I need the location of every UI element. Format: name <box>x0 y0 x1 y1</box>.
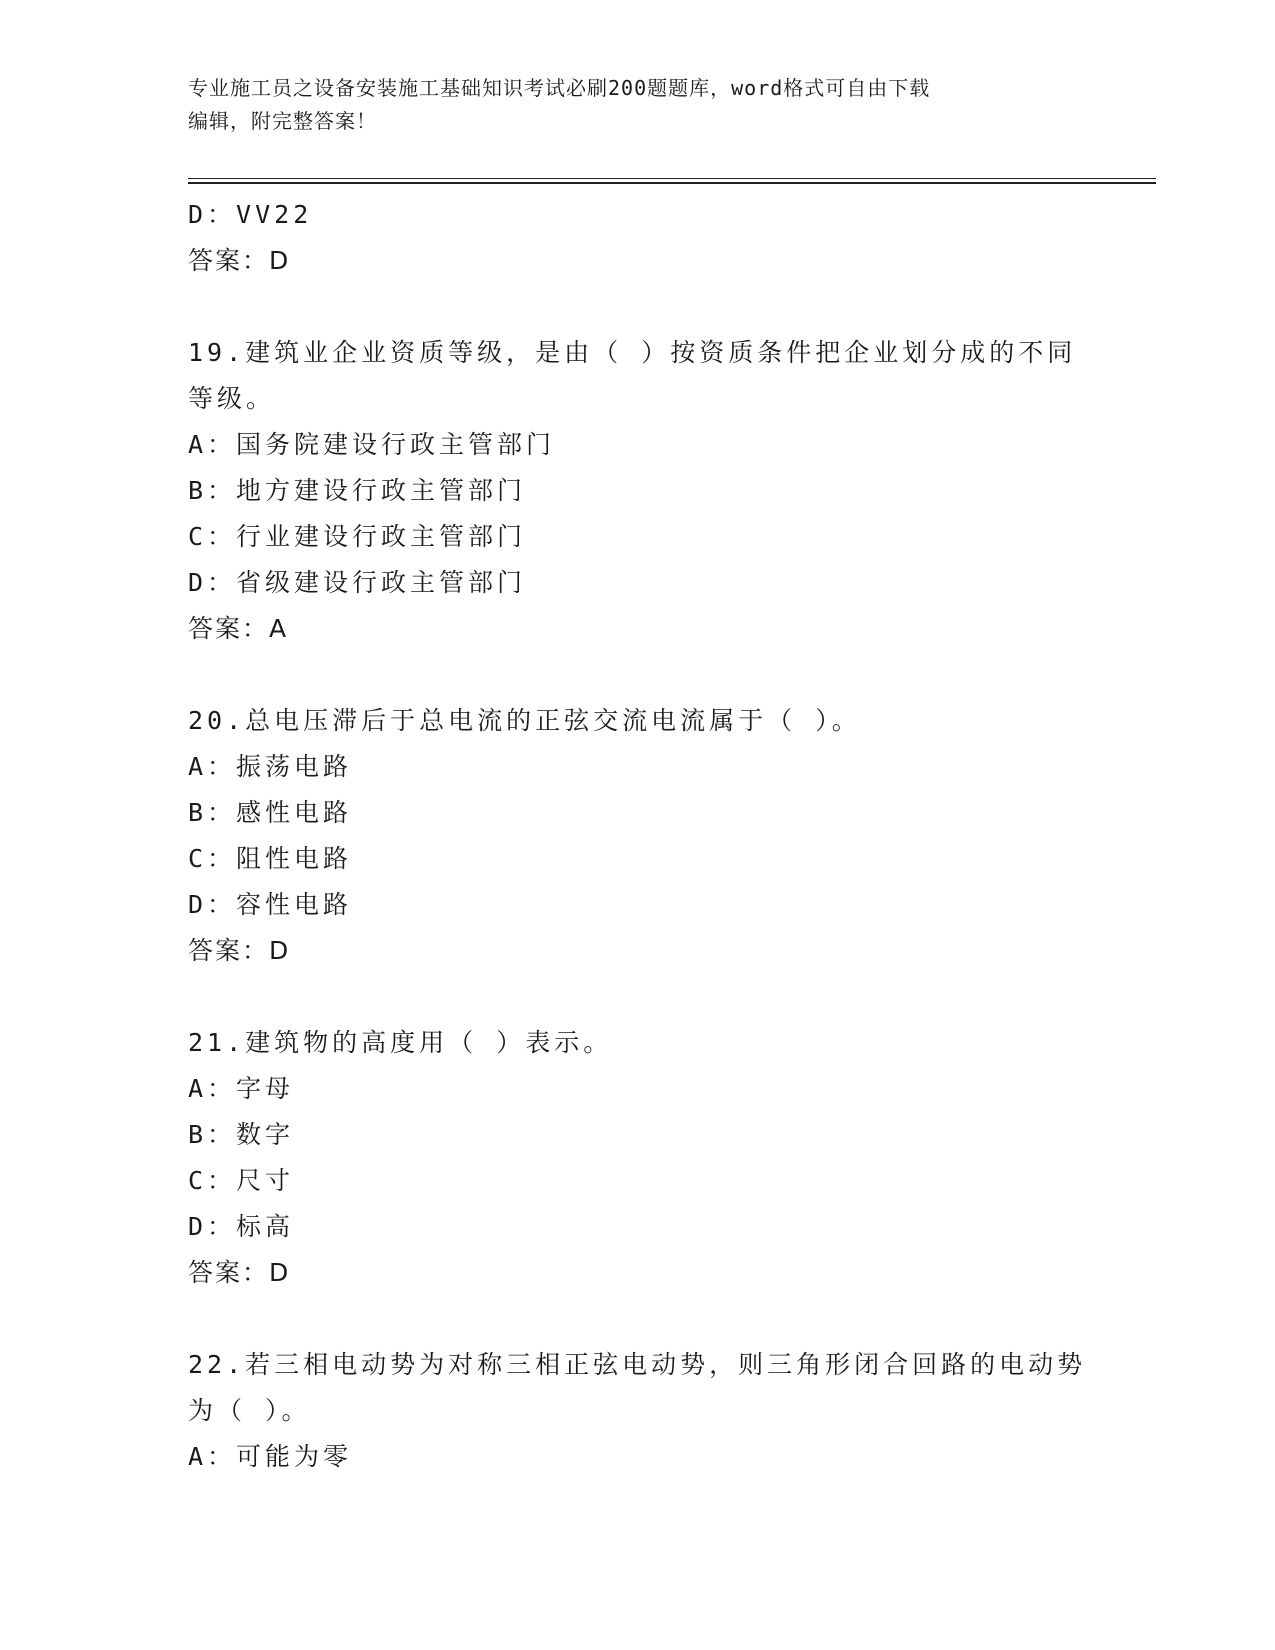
question-stem: 19.建筑业企业资质等级，是由（ ）按资质条件把企业划分成的不同 <box>188 338 1077 367</box>
document-header <box>188 72 1088 138</box>
option-a: A：振荡电路 <box>188 752 353 781</box>
question-stem-cont: 为（ ）。 <box>188 1396 311 1425</box>
prev-option-d: D：VV22 <box>188 200 313 229</box>
header-line-1: 专业施工员之设备安装施工基础知识考试必刷200题题库，word格式可自由下载 <box>188 76 931 100</box>
answer: 答案：D <box>188 1258 291 1287</box>
question-stem: 22.若三相电动势为对称三相正弦电动势，则三角形闭合回路的电动势 <box>188 1350 1087 1379</box>
option-d: D：标高 <box>188 1212 295 1241</box>
option-d: D：容性电路 <box>188 890 353 919</box>
option-d: D：省级建设行政主管部门 <box>188 568 527 597</box>
prev-answer: 答案：D <box>188 246 291 275</box>
option-a: A：国务院建设行政主管部门 <box>188 430 556 459</box>
option-b: B：数字 <box>188 1120 295 1149</box>
question-20 <box>188 698 1088 974</box>
option-c: C：行业建设行政主管部门 <box>188 522 527 551</box>
option-a: A：字母 <box>188 1074 295 1103</box>
question-stem: 21.建筑物的高度用（ ）表示。 <box>188 1028 613 1057</box>
question-21 <box>188 1020 1088 1296</box>
header-line-2: 编辑，附完整答案！ <box>188 109 377 133</box>
question-stem: 20.总电压滞后于总电流的正弦交流电流属于（ ）。 <box>188 706 861 735</box>
option-b: B：地方建设行政主管部门 <box>188 476 527 505</box>
header-divider-thin <box>188 178 1156 179</box>
question-19 <box>188 330 1088 652</box>
answer: 答案：A <box>188 614 289 643</box>
question-stem-cont: 等级。 <box>188 384 276 413</box>
option-b: B：感性电路 <box>188 798 353 827</box>
option-a: A：可能为零 <box>188 1442 353 1471</box>
header-divider-thick <box>188 182 1156 184</box>
option-c: C：尺寸 <box>188 1166 295 1195</box>
option-c: C：阻性电路 <box>188 844 353 873</box>
question-22 <box>188 1342 1088 1480</box>
answer: 答案：D <box>188 936 291 965</box>
question-list <box>188 192 1088 1480</box>
